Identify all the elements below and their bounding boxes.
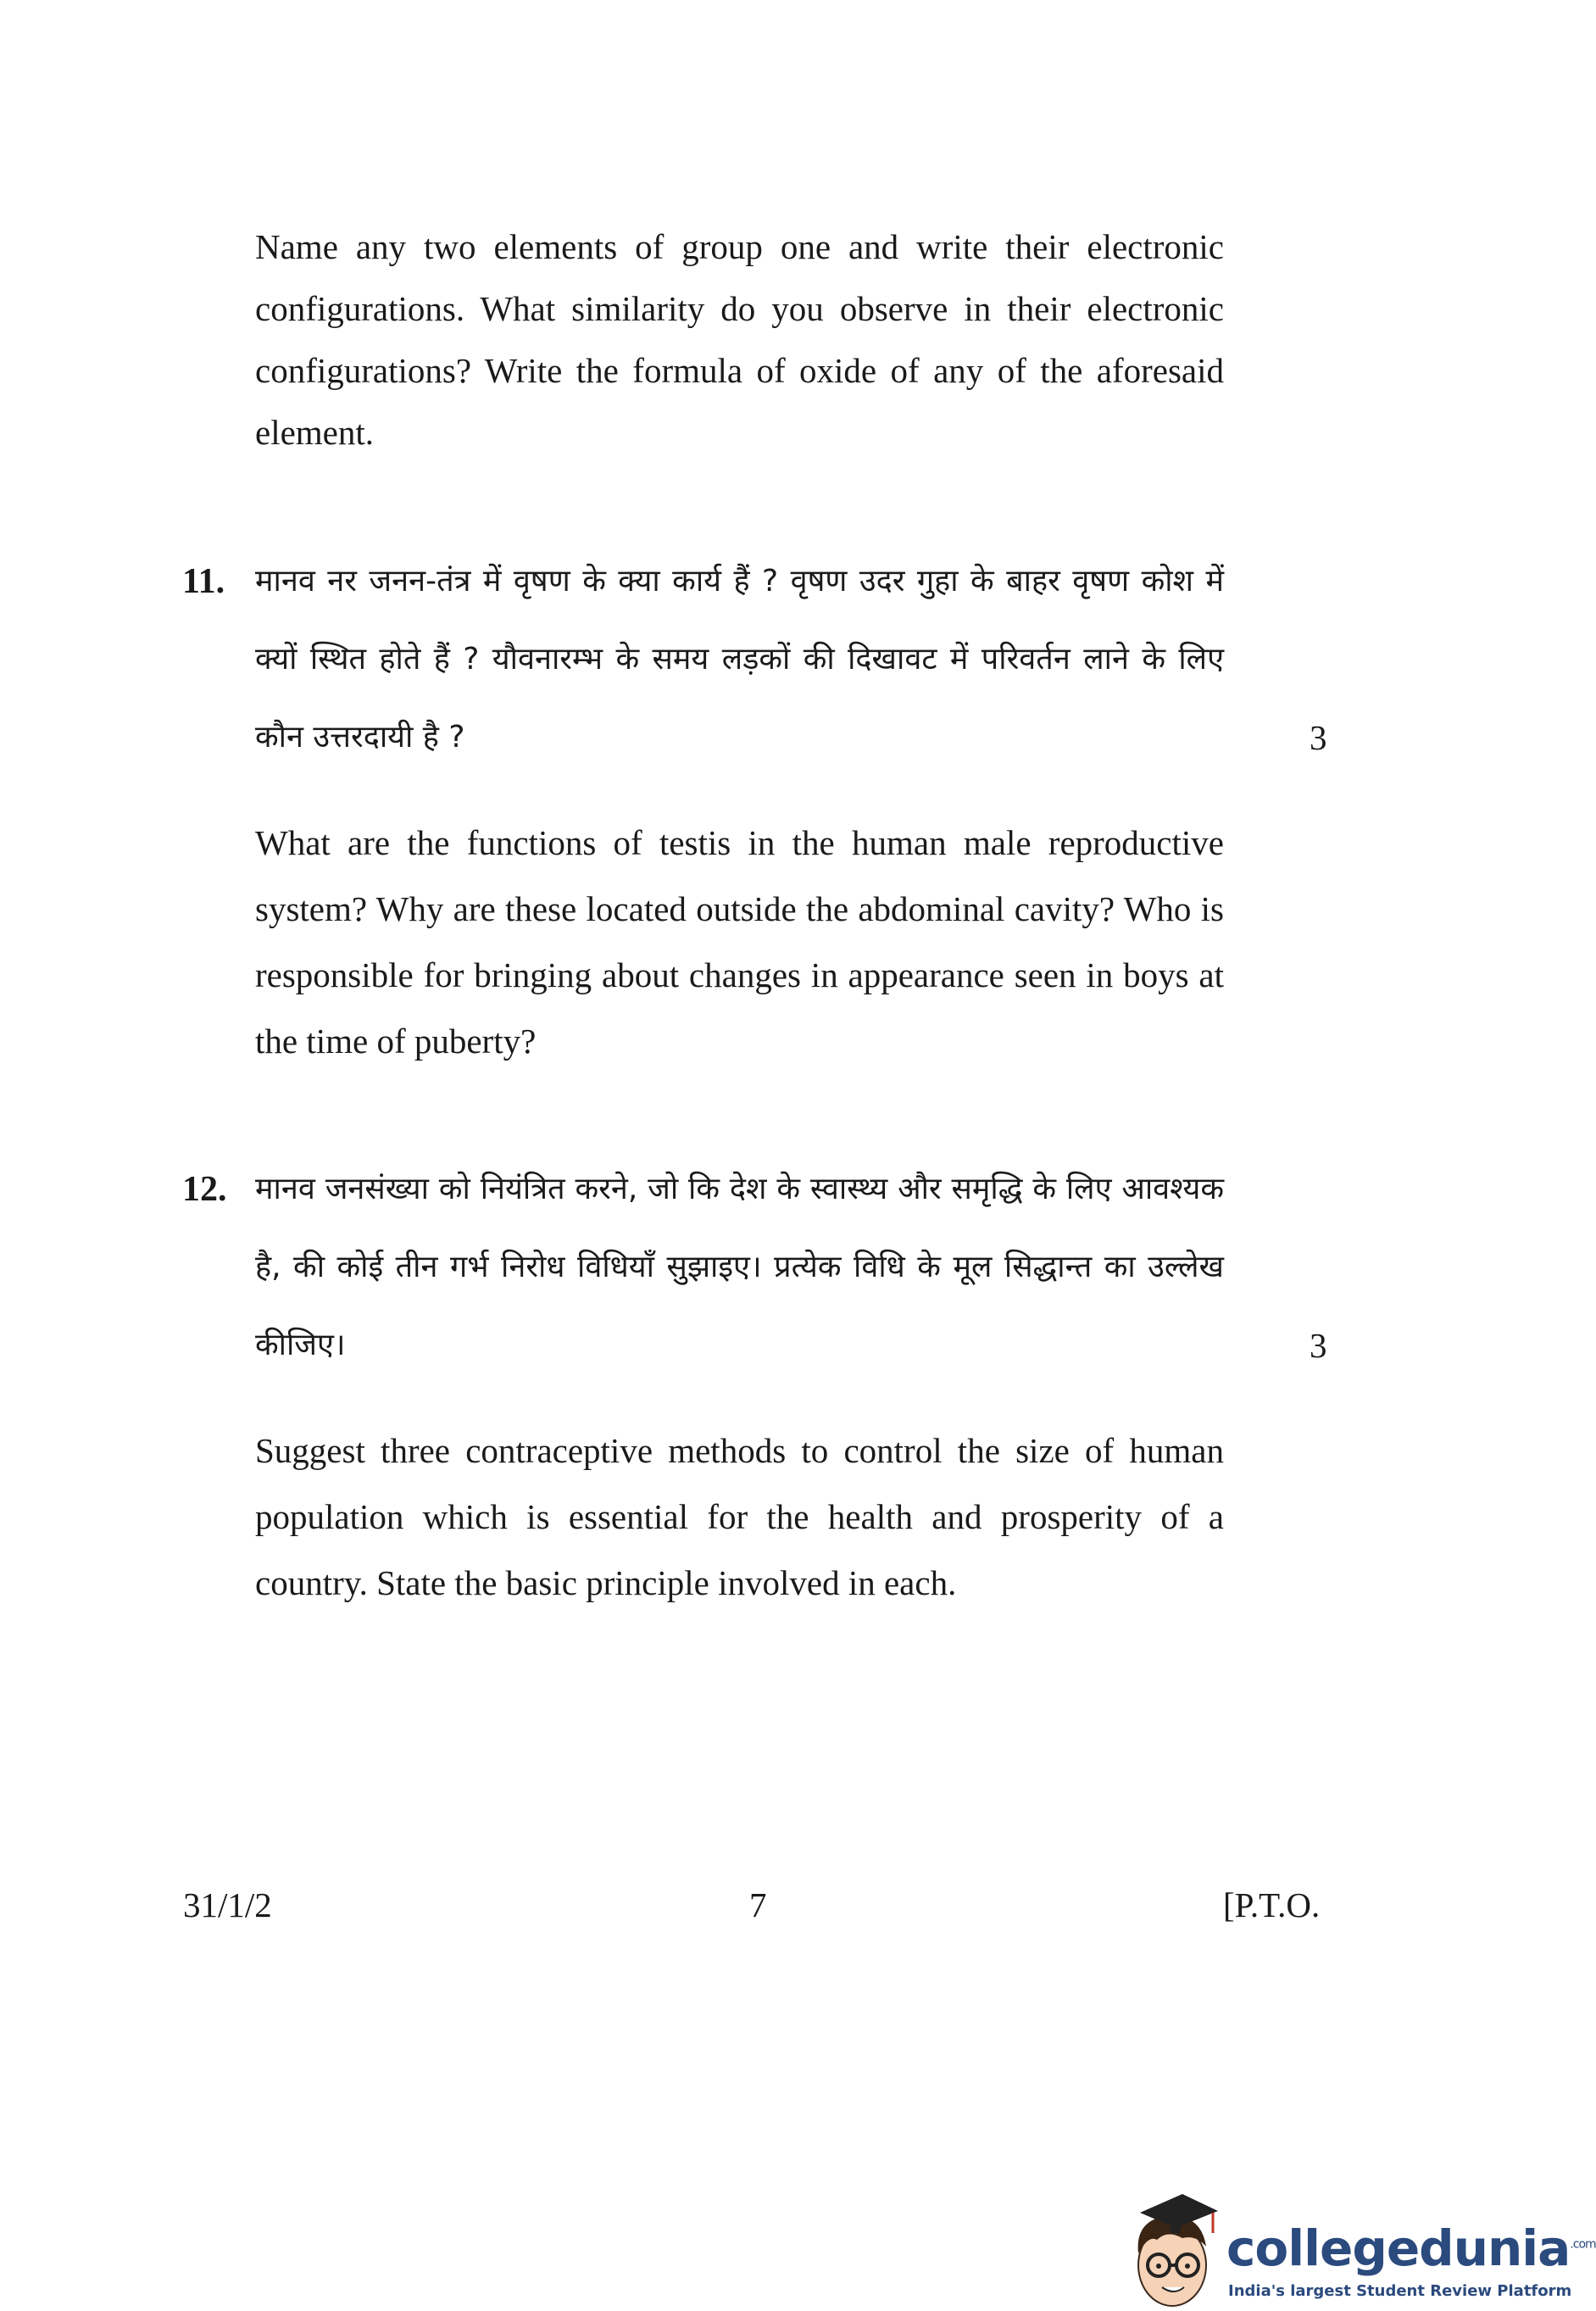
logo-tagline: India's largest Student Review Platform xyxy=(1228,2282,1572,2300)
student-mascot-icon xyxy=(1123,2187,1223,2311)
logo-wordmark xyxy=(1226,2219,1596,2277)
page-number: 7 xyxy=(749,1885,767,1924)
question-11-hindi-text: मानव नर जनन-तंत्र में वृषण के क्या कार्य हैं ? वृषण उदर गुहा के बाहर वृषण कोश में क्यों स्थित होते हैं ? यौवनारम्भ के समय लड़कों की दिखावट में परिवर्तन लाने के लिए कौन उत्तरदायी है ? xyxy=(255,564,1224,755)
logo-suffix: .com xyxy=(1570,2237,1596,2252)
question-12-hindi-text: मानव जनसंख्या को नियंत्रित करने, जो कि देश के स्वास्थ्य और समृद्धि के लिए आवश्यक है, की कोई तीन गर्भ निरोध विधियाँ सुझाइए। प्रत्येक विधि के मूल सिद्धान्त का उल्लेख कीजिए। xyxy=(255,1172,1224,1362)
collegedunia-logo xyxy=(1123,2187,1596,2311)
pto-label: [P.T.O. xyxy=(1223,1885,1321,1924)
question-12-english-text: Suggest three contraceptive methods to control the size of human population which is essential for the health and prosperity of a country. State the basic principle involved in each. xyxy=(255,1431,1224,1602)
question-12-number: 12. xyxy=(182,1170,227,1209)
logo-brand: collegedunia xyxy=(1226,2219,1571,2277)
paper-code: 31/1/2 xyxy=(183,1885,272,1924)
question-12-marks: 3 xyxy=(1310,1326,1327,1365)
question-11-english-text: What are the functions of testis in the human male reproductive system? Why are these located outside the abdominal cavity? Who is responsible for bringing about changes in appearance seen in boys at the time of puberty? xyxy=(255,823,1224,1061)
question-11-marks: 3 xyxy=(1310,718,1327,757)
intro-question-text: Name any two elements of group one and write their electronic configurations. What similarity do you observe in their electronic configurations? Write the formula of oxide of any of the aforesaid element. xyxy=(255,227,1224,452)
question-11-number: 11. xyxy=(182,562,225,601)
